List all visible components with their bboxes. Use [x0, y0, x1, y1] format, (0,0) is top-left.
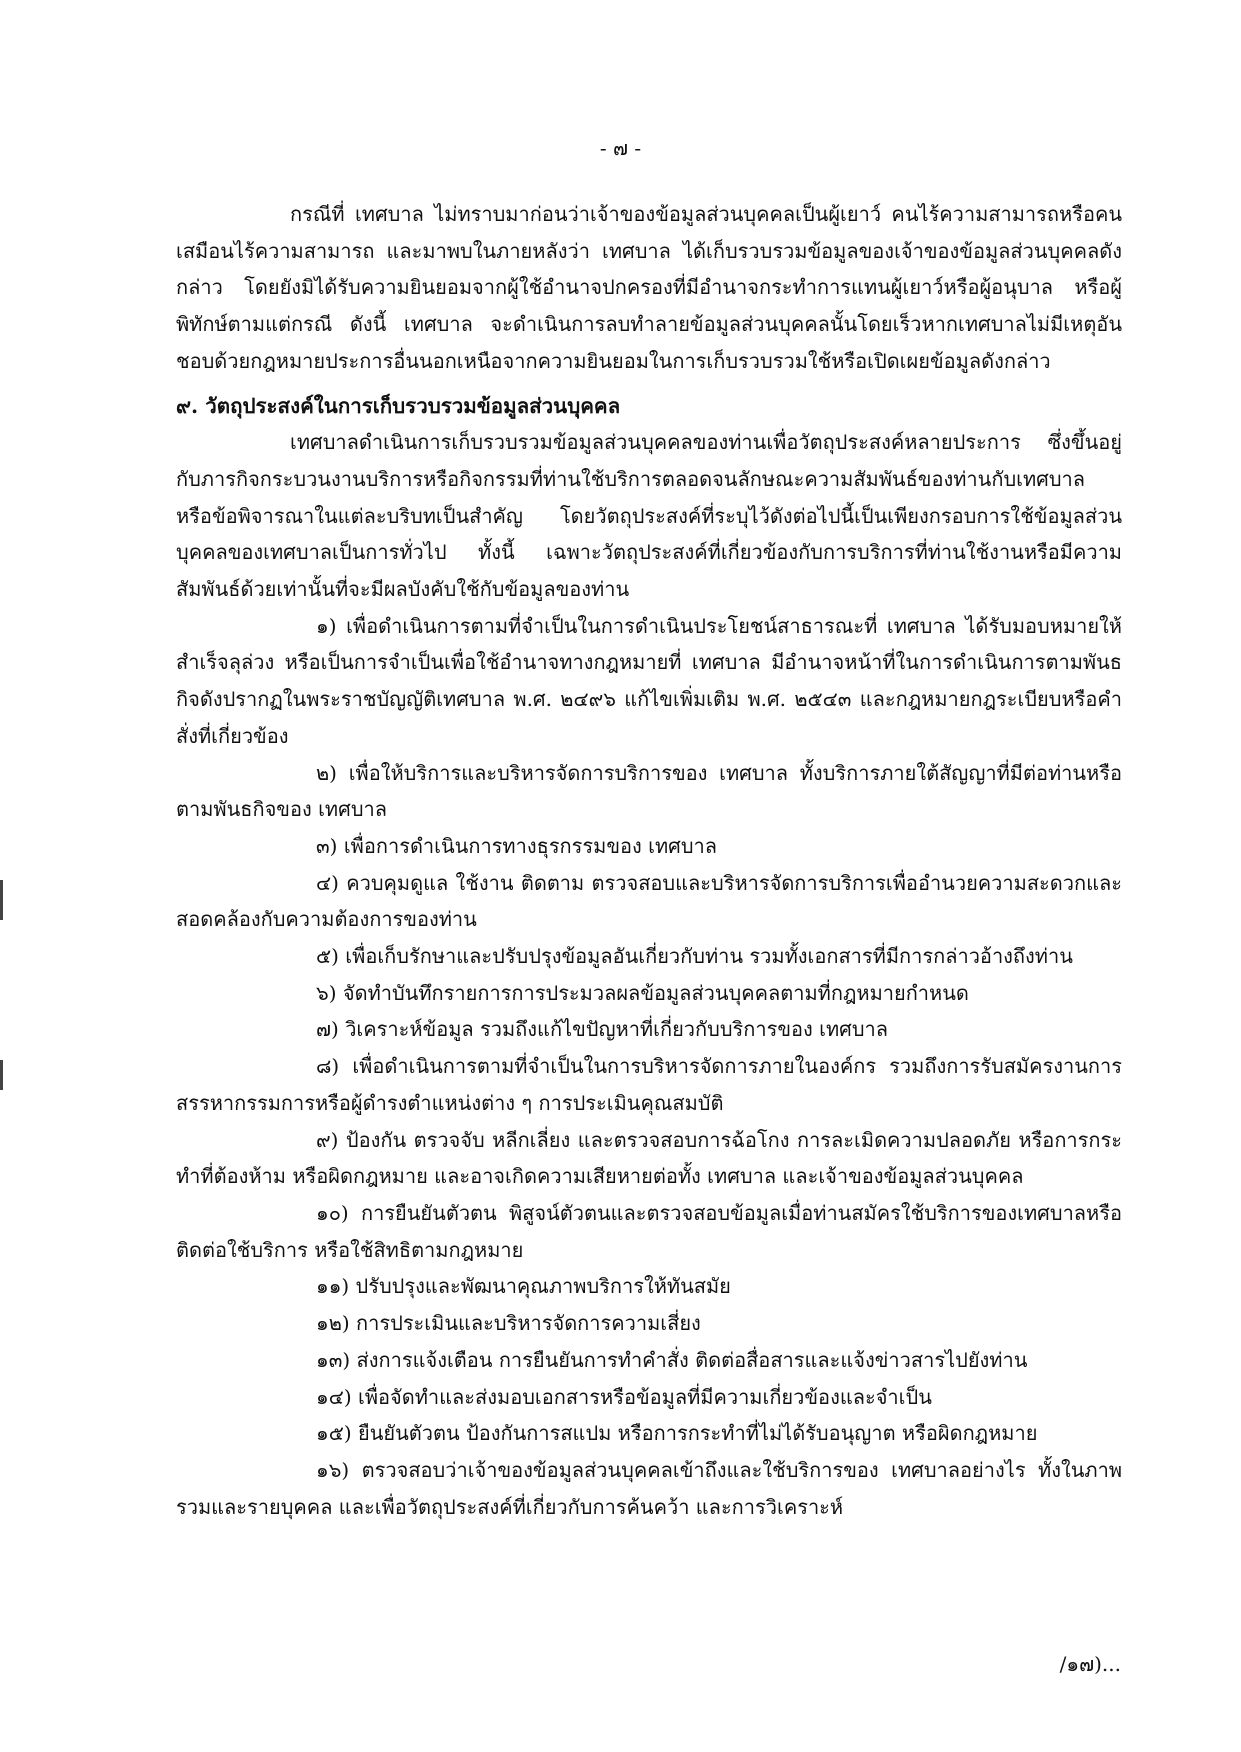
- scan-edge-mark: [0, 1060, 3, 1090]
- list-item: ๑๒) การประเมินและบริหารจัดการความเสี่ยง: [316, 1311, 701, 1336]
- list-item: ๘) เพื่อดำเนินการตามที่จำเป็นในการบริหารจัดการภายในองค์กร รวมถึงการรับสมัครงานการ สรรหากรรมการหรือผู้ดำรงตำแหน่งต่าง ๆ การประเมินคุณสมบัติ: [176, 1054, 1122, 1115]
- list-item: ๑๕) ยืนยันตัวตน ป้องกันการสแปม หรือการกระทำที่ไม่ได้รับอนุญาต หรือผิดกฎหมาย: [316, 1421, 1038, 1446]
- list-item: ๙) ป้องกัน ตรวจจับ หลีกเลี่ยง และตรวจสอบการฉ้อโกง การละเมิดความปลอดภัย หรือการกระทำที่ต้องห้าม หรือผิดกฎหมาย และอาจเกิดความเสียหายต่อทั้ง เทศบาล และเจ้าของข้อมูลส่วนบุคคล: [176, 1127, 1122, 1189]
- list-item: ๑๑) ปรับปรุงและพัฒนาคุณภาพบริการให้ทันสมัย: [316, 1274, 731, 1299]
- list-item: ๗) วิเคราะห์ข้อมูล รวมถึงแก้ไขปัญหาที่เกี่ยวกับบริการของ เทศบาล: [316, 1017, 889, 1042]
- list-item: ๕) เพื่อเก็บรักษาและปรับปรุงข้อมูลอันเกี่ยวกับท่าน รวมทั้งเอกสารที่มีการกล่าวอ้างถึงท่าน: [316, 944, 1073, 969]
- list-item: ๔) ควบคุมดูแล ใช้งาน ติดตาม ตรวจสอบและบริหารจัดการบริการเพื่ออำนวยความสะดวกและ สอดคล้องกับความต้องการของท่าน: [176, 870, 1122, 932]
- list-item: ๓) เพื่อการดำเนินการทางธุรกรรมของ เทศบาล: [316, 833, 718, 858]
- list-item: ๑๖) ตรวจสอบว่าเจ้าของข้อมูลส่วนบุคคลเข้าถึงและใช้บริการของ เทศบาลอย่างไร ทั้งในภาพรวมและรายบุคคล และเพื่อวัตถุประสงค์ที่เกี่ยวกับการค้นคว้า และการวิเคราะห์: [176, 1457, 1122, 1519]
- list-item: ๑๐) การยืนยันตัวตน พิสูจน์ตัวตนและตรวจสอบข้อมูลเมื่อท่านสมัครใช้บริการของเทศบาลหรือติดต่อใช้บริการ หรือใช้สิทธิตามกฎหมาย: [176, 1200, 1122, 1262]
- list-item: ๒) เพื่อให้บริการและบริหารจัดการบริการของ เทศบาล ทั้งบริการภายใต้สัญญาที่มีต่อท่านหรือตามพันธกิจของ เทศบาล: [176, 760, 1122, 822]
- scan-edge-mark: [0, 880, 3, 920]
- list-item: ๑) เพื่อดำเนินการตามที่จำเป็นในการดำเนินประโยชน์สาธารณะที่ เทศบาล ได้รับมอบหมายให้สำเร็จลุล่วง หรือเป็นการจำเป็นเพื่อใช้อำนาจทางกฎหมายที่ เทศบาล มีอำนาจหน้าที่ในการดำเนินการตามพันธกิจดังปรากฏในพระราชบัญญัติเทศบาล พ.ศ. ๒๔๙๖ แก้ไขเพิ่มเติม พ.ศ. ๒๕๔๓ และกฎหมายกฎระเบียบหรือคำสั่งที่เกี่ยวข้อง: [176, 613, 1122, 748]
- list-item: ๑๔) เพื่อจัดทำและส่งมอบเอกสารหรือข้อมูลที่มีความเกี่ยวข้องและจำเป็น: [316, 1384, 932, 1409]
- document-body: [176, 196, 1122, 1525]
- intro-paragraph: กรณีที่ เทศบาล ไม่ทราบมาก่อนว่าเจ้าของข้อมูลส่วนบุคคลเป็นผู้เยาว์ คนไร้ความสามารถหรือคน เสมือนไร้ความสามารถ และมาพบในภายหลังว่า เทศบาล ได้เก็บรวบรวมข้อมูลของเจ้าของข้อมูลส่วนบุคคลดังกล่าว โดยยังมิได้รับความยินยอมจากผู้ใช้อำนาจปกครองที่มีอำนาจกระทำการแทนผู้เยาว์หรือผู้อนุบาล หรือผู้พิทักษ์ตามแต่กรณี ดังนี้ เทศบาล จะดำเนินการลบทำลายข้อมูลส่วนบุคคลนั้นโดยเร็วหากเทศบาลไม่มีเหตุอันชอบด้วยกฎหมายประการอื่นนอกเหนือจากความยินยอมในการเก็บรวบรวมใช้หรือเปิดเผยข้อมูลดังกล่าว: [176, 202, 1122, 373]
- page-number: - ๗ -: [599, 136, 642, 160]
- list-item: ๑๓) ส่งการแจ้งเตือน การยืนยันการทำคำสั่ง ติดต่อสื่อสารและแจ้งข่าวสารไปยังท่าน: [316, 1347, 1028, 1372]
- section-heading: ๙. วัตถุประสงค์ในการเก็บรวบรวมข้อมูลส่วนบุคคล: [176, 393, 621, 418]
- list-item: ๖) จัดทำบันทึกรายการการประมวลผลข้อมูลส่วนบุคคลตามที่กฎหมายกำหนด: [316, 980, 969, 1005]
- section-lead-paragraph: เทศบาลดำเนินการเก็บรวบรวมข้อมูลส่วนบุคคลของท่านเพื่อวัตถุประสงค์หลายประการ ซึ่งขึ้นอยู่กับภารกิจกระบวนงานบริการหรือกิจกรรมที่ท่านใช้บริการตลอดจนลักษณะความสัมพันธ์ของท่านกับเทศบาล หรือข้อพิจารณาในแต่ละบริบทเป็นสำคัญ โดยวัตถุประสงค์ที่ระบุไว้ดังต่อไปนี้เป็นเพียงกรอบการใช้ข้อมูลส่วนบุคคลของเทศบาลเป็นการทั่วไป ทั้งนี้ เฉพาะวัตถุประสงค์ที่เกี่ยวข้องกับการบริการที่ท่านใช้งานหรือมีความสัมพันธ์ด้วยเท่านั้นที่จะมีผลบังคับใช้กับข้อมูลของท่าน: [176, 430, 1122, 602]
- continuation-marker: /๑๗)...: [1059, 1652, 1121, 1676]
